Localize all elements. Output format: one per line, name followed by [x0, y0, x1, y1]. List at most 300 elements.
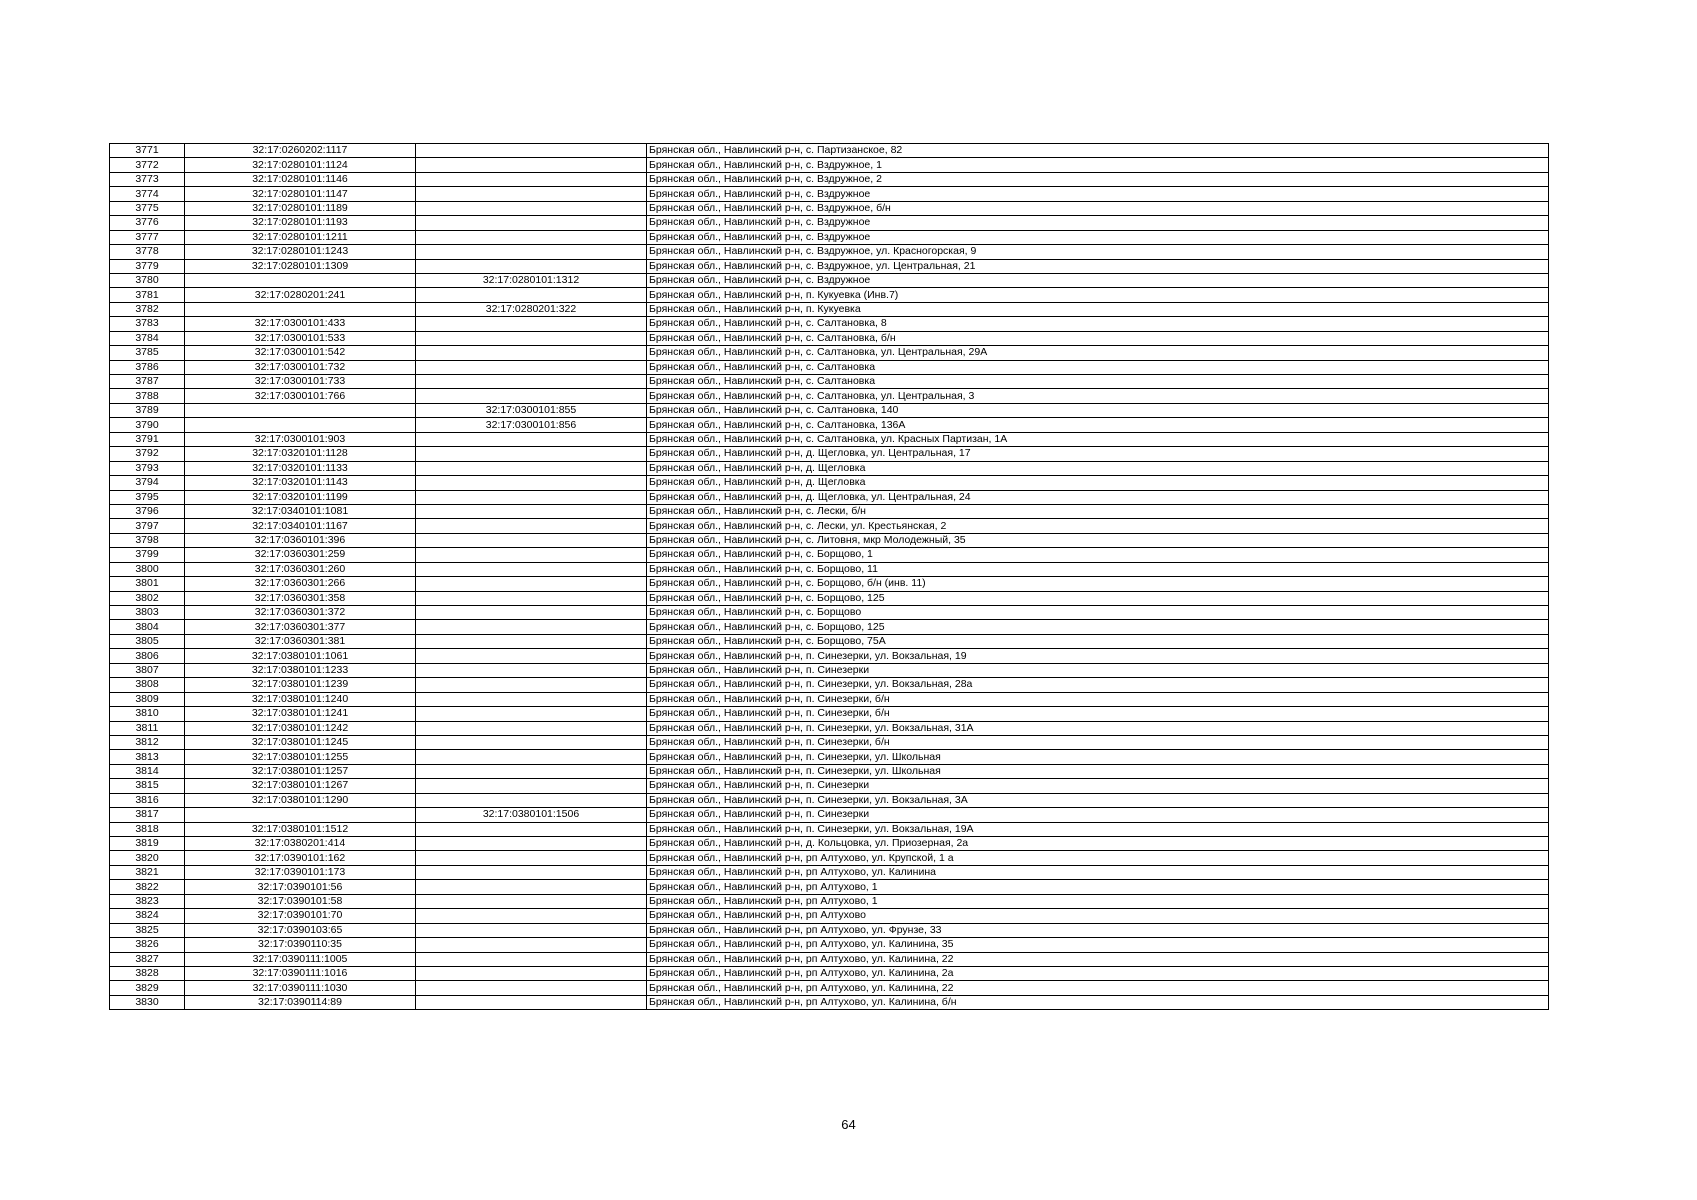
table-row — [110, 216, 1549, 230]
cadastral-number-cell: 32:17:0340101:1167 — [185, 519, 416, 533]
secondary-cadastral-number-cell — [416, 245, 647, 259]
table-row — [110, 432, 1549, 446]
secondary-cadastral-number-cell — [416, 837, 647, 851]
secondary-cadastral-number-cell — [416, 851, 647, 865]
page-number: 64 — [841, 1117, 856, 1132]
address-cell: Брянская обл., Навлинский р-н, д. Щегловка — [647, 476, 1549, 490]
row-number-cell: 3795 — [110, 490, 185, 504]
table-row — [110, 562, 1549, 576]
table-row — [110, 721, 1549, 735]
table-row — [110, 966, 1549, 980]
table-row — [110, 302, 1549, 316]
row-number-cell: 3809 — [110, 692, 185, 706]
address-cell: Брянская обл., Навлинский р-н, с. Борщово, 75А — [647, 634, 1549, 648]
table-row — [110, 447, 1549, 461]
secondary-cadastral-number-cell — [416, 375, 647, 389]
row-number-cell: 3776 — [110, 216, 185, 230]
address-cell: Брянская обл., Навлинский р-н, с. Вздружное, 1 — [647, 158, 1549, 172]
table-row — [110, 476, 1549, 490]
address-cell: Брянская обл., Навлинский р-н, п. Синезерки, ул. Школьная — [647, 750, 1549, 764]
table-row — [110, 533, 1549, 547]
table-row — [110, 707, 1549, 721]
row-number-cell: 3811 — [110, 721, 185, 735]
address-cell: Брянская обл., Навлинский р-н, п. Синезерки, б/н — [647, 735, 1549, 749]
cadastral-number-cell: 32:17:0380101:1240 — [185, 692, 416, 706]
row-number-cell: 3785 — [110, 346, 185, 360]
cadastral-number-cell: 32:17:0380101:1241 — [185, 707, 416, 721]
cadastral-number-cell: 32:17:0390103:65 — [185, 923, 416, 937]
secondary-cadastral-number-cell — [416, 490, 647, 504]
secondary-cadastral-number-cell — [416, 187, 647, 201]
address-cell: Брянская обл., Навлинский р-н, с. Салтановка — [647, 375, 1549, 389]
row-number-cell: 3823 — [110, 894, 185, 908]
row-number-cell: 3801 — [110, 577, 185, 591]
cadastral-number-cell: 32:17:0390101:173 — [185, 865, 416, 879]
table-row — [110, 808, 1549, 822]
row-number-cell: 3786 — [110, 360, 185, 374]
address-cell: Брянская обл., Навлинский р-н, с. Салтановка — [647, 360, 1549, 374]
table-row — [110, 591, 1549, 605]
secondary-cadastral-number-cell — [416, 981, 647, 995]
cadastral-number-cell: 32:17:0280101:1124 — [185, 158, 416, 172]
secondary-cadastral-number-cell — [416, 201, 647, 215]
secondary-cadastral-number-cell — [416, 923, 647, 937]
table-row — [110, 634, 1549, 648]
address-cell: Брянская обл., Навлинский р-н, д. Щегловка, ул. Центральная, 24 — [647, 490, 1549, 504]
cadastral-number-cell: 32:17:0340101:1081 — [185, 504, 416, 518]
table-row — [110, 375, 1549, 389]
cadastral-number-cell: 32:17:0360101:396 — [185, 533, 416, 547]
secondary-cadastral-number-cell — [416, 476, 647, 490]
address-cell: Брянская обл., Навлинский р-н, рп Алтухово, 1 — [647, 880, 1549, 894]
cadastral-number-cell: 32:17:0320101:1133 — [185, 461, 416, 475]
row-number-cell: 3802 — [110, 591, 185, 605]
row-number-cell: 3779 — [110, 259, 185, 273]
table-row — [110, 288, 1549, 302]
address-cell: Брянская обл., Навлинский р-н, п. Синезерки, ул. Вокзальная, 3А — [647, 793, 1549, 807]
secondary-cadastral-number-cell: 32:17:0280201:322 — [416, 302, 647, 316]
address-cell: Брянская обл., Навлинский р-н, д. Кольцовка, ул. Приозерная, 2а — [647, 837, 1549, 851]
secondary-cadastral-number-cell — [416, 360, 647, 374]
table-row — [110, 273, 1549, 287]
row-number-cell: 3790 — [110, 418, 185, 432]
table-row — [110, 201, 1549, 215]
cadastral-number-cell: 32:17:0320101:1199 — [185, 490, 416, 504]
address-cell: Брянская обл., Навлинский р-н, д. Щегловка — [647, 461, 1549, 475]
secondary-cadastral-number-cell — [416, 519, 647, 533]
cadastral-number-cell: 32:17:0360301:260 — [185, 562, 416, 576]
secondary-cadastral-number-cell — [416, 331, 647, 345]
row-number-cell: 3793 — [110, 461, 185, 475]
table-row — [110, 880, 1549, 894]
cadastral-number-cell: 32:17:0380201:414 — [185, 837, 416, 851]
table-row — [110, 909, 1549, 923]
secondary-cadastral-number-cell: 32:17:0300101:856 — [416, 418, 647, 432]
row-number-cell: 3822 — [110, 880, 185, 894]
cadastral-number-cell: 32:17:0390110:35 — [185, 938, 416, 952]
address-cell: Брянская обл., Навлинский р-н, рп Алтухово, ул. Калинина, 22 — [647, 981, 1549, 995]
table-row — [110, 764, 1549, 778]
cadastral-number-cell: 32:17:0320101:1128 — [185, 447, 416, 461]
row-number-cell: 3777 — [110, 230, 185, 244]
row-number-cell: 3814 — [110, 764, 185, 778]
row-number-cell: 3782 — [110, 302, 185, 316]
cadastral-number-cell: 32:17:0380101:1242 — [185, 721, 416, 735]
address-cell: Брянская обл., Навлинский р-н, с. Борщово, 11 — [647, 562, 1549, 576]
table-row — [110, 461, 1549, 475]
row-number-cell: 3775 — [110, 201, 185, 215]
table-row — [110, 360, 1549, 374]
cadastral-number-cell: 32:17:0300101:766 — [185, 389, 416, 403]
table-row — [110, 144, 1549, 158]
address-cell: Брянская обл., Навлинский р-н, рп Алтухово, 1 — [647, 894, 1549, 908]
row-number-cell: 3771 — [110, 144, 185, 158]
secondary-cadastral-number-cell — [416, 447, 647, 461]
row-number-cell: 3781 — [110, 288, 185, 302]
row-number-cell: 3780 — [110, 273, 185, 287]
row-number-cell: 3799 — [110, 548, 185, 562]
cadastral-number-cell: 32:17:0280101:1189 — [185, 201, 416, 215]
cadastral-number-cell — [185, 403, 416, 417]
table-row — [110, 981, 1549, 995]
row-number-cell: 3815 — [110, 779, 185, 793]
row-number-cell: 3830 — [110, 995, 185, 1009]
cadastral-number-cell: 32:17:0260202:1117 — [185, 144, 416, 158]
secondary-cadastral-number-cell — [416, 230, 647, 244]
table-row — [110, 245, 1549, 259]
table-row — [110, 894, 1549, 908]
address-cell: Брянская обл., Навлинский р-н, п. Синезерки, б/н — [647, 692, 1549, 706]
row-number-cell: 3772 — [110, 158, 185, 172]
address-cell: Брянская обл., Навлинский р-н, с. Борщово, 1 — [647, 548, 1549, 562]
row-number-cell: 3826 — [110, 938, 185, 952]
table-row — [110, 346, 1549, 360]
address-cell: Брянская обл., Навлинский р-н, п. Синезерки, ул. Вокзальная, 28а — [647, 678, 1549, 692]
row-number-cell: 3789 — [110, 403, 185, 417]
secondary-cadastral-number-cell — [416, 591, 647, 605]
row-number-cell: 3827 — [110, 952, 185, 966]
address-cell: Брянская обл., Навлинский р-н, с. Салтановка, ул. Красных Партизан, 1А — [647, 432, 1549, 446]
cadastral-number-cell — [185, 273, 416, 287]
address-cell: Брянская обл., Навлинский р-н, с. Литовня, мкр Молодежный, 35 — [647, 533, 1549, 547]
row-number-cell: 3807 — [110, 663, 185, 677]
cadastral-number-cell: 32:17:0280101:1211 — [185, 230, 416, 244]
table-row — [110, 403, 1549, 417]
secondary-cadastral-number-cell — [416, 779, 647, 793]
address-cell: Брянская обл., Навлинский р-н, с. Борщово — [647, 606, 1549, 620]
address-cell: Брянская обл., Навлинский р-н, с. Лески, ул. Крестьянская, 2 — [647, 519, 1549, 533]
row-number-cell: 3774 — [110, 187, 185, 201]
table-row — [110, 923, 1549, 937]
address-cell: Брянская обл., Навлинский р-н, рп Алтухово, ул. Калинина, 2а — [647, 966, 1549, 980]
cadastral-number-cell: 32:17:0300101:542 — [185, 346, 416, 360]
cadastral-number-cell: 32:17:0390101:58 — [185, 894, 416, 908]
secondary-cadastral-number-cell — [416, 909, 647, 923]
address-cell: Брянская обл., Навлинский р-н, с. Вздружное — [647, 216, 1549, 230]
cadastral-number-cell: 32:17:0280101:1146 — [185, 172, 416, 186]
row-number-cell: 3810 — [110, 707, 185, 721]
address-cell: Брянская обл., Навлинский р-н, п. Синезерки, ул. Школьная — [647, 764, 1549, 778]
secondary-cadastral-number-cell — [416, 144, 647, 158]
table-row — [110, 649, 1549, 663]
table-row — [110, 187, 1549, 201]
row-number-cell: 3792 — [110, 447, 185, 461]
table-row — [110, 418, 1549, 432]
cadastral-number-cell: 32:17:0390101:70 — [185, 909, 416, 923]
cadastral-number-cell: 32:17:0300101:433 — [185, 317, 416, 331]
cadastral-number-cell: 32:17:0380101:1290 — [185, 793, 416, 807]
cadastral-number-cell: 32:17:0300101:733 — [185, 375, 416, 389]
address-cell: Брянская обл., Навлинский р-н, с. Салтановка, 136А — [647, 418, 1549, 432]
secondary-cadastral-number-cell — [416, 663, 647, 677]
table-row — [110, 259, 1549, 273]
secondary-cadastral-number-cell — [416, 707, 647, 721]
row-number-cell: 3817 — [110, 808, 185, 822]
secondary-cadastral-number-cell — [416, 259, 647, 273]
address-cell: Брянская обл., Навлинский р-н, п. Синезерки — [647, 808, 1549, 822]
address-cell: Брянская обл., Навлинский р-н, п. Синезерки — [647, 663, 1549, 677]
secondary-cadastral-number-cell — [416, 692, 647, 706]
row-number-cell: 3798 — [110, 533, 185, 547]
cadastral-number-cell: 32:17:0390101:56 — [185, 880, 416, 894]
row-number-cell: 3824 — [110, 909, 185, 923]
secondary-cadastral-number-cell — [416, 389, 647, 403]
cadastral-number-cell: 32:17:0380101:1245 — [185, 735, 416, 749]
row-number-cell: 3794 — [110, 476, 185, 490]
table-row — [110, 317, 1549, 331]
secondary-cadastral-number-cell: 32:17:0280101:1312 — [416, 273, 647, 287]
row-number-cell: 3813 — [110, 750, 185, 764]
row-number-cell: 3818 — [110, 822, 185, 836]
row-number-cell: 3803 — [110, 606, 185, 620]
address-cell: Брянская обл., Навлинский р-н, с. Лески, б/н — [647, 504, 1549, 518]
cadastral-number-cell — [185, 418, 416, 432]
secondary-cadastral-number-cell — [416, 634, 647, 648]
cadastral-number-cell: 32:17:0360301:266 — [185, 577, 416, 591]
secondary-cadastral-number-cell — [416, 432, 647, 446]
cadastral-number-cell: 32:17:0320101:1143 — [185, 476, 416, 490]
address-cell: Брянская обл., Навлинский р-н, с. Салтановка, ул. Центральная, 29А — [647, 346, 1549, 360]
address-cell: Брянская обл., Навлинский р-н, п. Синезерки — [647, 779, 1549, 793]
secondary-cadastral-number-cell — [416, 938, 647, 952]
row-number-cell: 3820 — [110, 851, 185, 865]
table-row — [110, 504, 1549, 518]
row-number-cell: 3800 — [110, 562, 185, 576]
secondary-cadastral-number-cell — [416, 172, 647, 186]
secondary-cadastral-number-cell — [416, 346, 647, 360]
cadastral-number-cell — [185, 302, 416, 316]
row-number-cell: 3828 — [110, 966, 185, 980]
secondary-cadastral-number-cell — [416, 577, 647, 591]
row-number-cell: 3829 — [110, 981, 185, 995]
cadastral-number-cell: 32:17:0380101:1239 — [185, 678, 416, 692]
secondary-cadastral-number-cell — [416, 793, 647, 807]
address-cell: Брянская обл., Навлинский р-н, д. Щегловка, ул. Центральная, 17 — [647, 447, 1549, 461]
row-number-cell: 3804 — [110, 620, 185, 634]
secondary-cadastral-number-cell — [416, 735, 647, 749]
cadastral-number-cell: 32:17:0360301:372 — [185, 606, 416, 620]
cadastral-number-cell: 32:17:0280101:1309 — [185, 259, 416, 273]
secondary-cadastral-number-cell — [416, 822, 647, 836]
cadastral-number-cell: 32:17:0360301:377 — [185, 620, 416, 634]
row-number-cell: 3812 — [110, 735, 185, 749]
cadastral-number-cell: 32:17:0300101:732 — [185, 360, 416, 374]
cadastral-number-cell: 32:17:0390101:162 — [185, 851, 416, 865]
table-row — [110, 822, 1549, 836]
row-number-cell: 3783 — [110, 317, 185, 331]
cadastral-number-cell: 32:17:0360301:259 — [185, 548, 416, 562]
address-cell: Брянская обл., Навлинский р-н, с. Борщово, б/н (инв. 11) — [647, 577, 1549, 591]
table-row — [110, 577, 1549, 591]
secondary-cadastral-number-cell — [416, 952, 647, 966]
row-number-cell: 3819 — [110, 837, 185, 851]
table-row — [110, 938, 1549, 952]
address-cell: Брянская обл., Навлинский р-н, рп Алтухово, ул. Калинина, б/н — [647, 995, 1549, 1009]
secondary-cadastral-number-cell — [416, 995, 647, 1009]
secondary-cadastral-number-cell — [416, 288, 647, 302]
table-row — [110, 389, 1549, 403]
table-row — [110, 865, 1549, 879]
cadastral-number-cell: 32:17:0280101:1243 — [185, 245, 416, 259]
address-cell: Брянская обл., Навлинский р-н, с. Партизанское, 82 — [647, 144, 1549, 158]
address-cell: Брянская обл., Навлинский р-н, с. Вздружное, б/н — [647, 201, 1549, 215]
table-row — [110, 793, 1549, 807]
address-cell: Брянская обл., Навлинский р-н, с. Борщово, 125 — [647, 620, 1549, 634]
row-number-cell: 3796 — [110, 504, 185, 518]
cadastral-number-cell: 32:17:0380101:1257 — [185, 764, 416, 778]
address-cell: Брянская обл., Навлинский р-н, п. Кукуевка (Инв.7) — [647, 288, 1549, 302]
secondary-cadastral-number-cell — [416, 461, 647, 475]
table-row — [110, 172, 1549, 186]
row-number-cell: 3805 — [110, 634, 185, 648]
row-number-cell: 3797 — [110, 519, 185, 533]
table-row — [110, 750, 1549, 764]
cadastral-number-cell: 32:17:0380101:1255 — [185, 750, 416, 764]
secondary-cadastral-number-cell — [416, 894, 647, 908]
address-cell: Брянская обл., Навлинский р-н, рп Алтухово, ул. Калинина — [647, 865, 1549, 879]
cadastral-number-cell: 32:17:0300101:903 — [185, 432, 416, 446]
table-row — [110, 995, 1549, 1009]
cadastral-number-cell: 32:17:0380101:1267 — [185, 779, 416, 793]
secondary-cadastral-number-cell — [416, 620, 647, 634]
cadastral-number-cell: 32:17:0380101:1233 — [185, 663, 416, 677]
table-row — [110, 678, 1549, 692]
secondary-cadastral-number-cell — [416, 880, 647, 894]
secondary-cadastral-number-cell — [416, 504, 647, 518]
table-row — [110, 620, 1549, 634]
secondary-cadastral-number-cell — [416, 649, 647, 663]
table-row — [110, 158, 1549, 172]
address-cell: Брянская обл., Навлинский р-н, рп Алтухово, ул. Калинина, 35 — [647, 938, 1549, 952]
table-row — [110, 735, 1549, 749]
secondary-cadastral-number-cell — [416, 764, 647, 778]
address-cell: Брянская обл., Навлинский р-н, п. Синезерки, ул. Вокзальная, 19 — [647, 649, 1549, 663]
secondary-cadastral-number-cell — [416, 606, 647, 620]
address-cell: Брянская обл., Навлинский р-н, п. Кукуевка — [647, 302, 1549, 316]
address-cell: Брянская обл., Навлинский р-н, с. Вздружное — [647, 187, 1549, 201]
secondary-cadastral-number-cell — [416, 750, 647, 764]
row-number-cell: 3773 — [110, 172, 185, 186]
address-cell: Брянская обл., Навлинский р-н, п. Синезерки, б/н — [647, 707, 1549, 721]
secondary-cadastral-number-cell — [416, 533, 647, 547]
table-row — [110, 692, 1549, 706]
secondary-cadastral-number-cell — [416, 317, 647, 331]
table-row — [110, 606, 1549, 620]
row-number-cell: 3821 — [110, 865, 185, 879]
table-row — [110, 851, 1549, 865]
address-cell: Брянская обл., Навлинский р-н, с. Вздружное, 2 — [647, 172, 1549, 186]
address-cell: Брянская обл., Навлинский р-н, рп Алтухово — [647, 909, 1549, 923]
address-cell: Брянская обл., Навлинский р-н, п. Синезерки, ул. Вокзальная, 31А — [647, 721, 1549, 735]
cadastral-number-cell — [185, 808, 416, 822]
address-cell: Брянская обл., Навлинский р-н, с. Салтановка, 8 — [647, 317, 1549, 331]
address-cell: Брянская обл., Навлинский р-н, с. Салтановка, 140 — [647, 403, 1549, 417]
cadastral-number-cell: 32:17:0280201:241 — [185, 288, 416, 302]
address-cell: Брянская обл., Навлинский р-н, с. Вздружное — [647, 230, 1549, 244]
secondary-cadastral-number-cell — [416, 158, 647, 172]
address-cell: Брянская обл., Навлинский р-н, с. Вздружное, ул. Центральная, 21 — [647, 259, 1549, 273]
table-row — [110, 519, 1549, 533]
row-number-cell: 3778 — [110, 245, 185, 259]
row-number-cell: 3806 — [110, 649, 185, 663]
row-number-cell: 3816 — [110, 793, 185, 807]
secondary-cadastral-number-cell — [416, 966, 647, 980]
cadastral-number-cell: 32:17:0380101:1061 — [185, 649, 416, 663]
address-cell: Брянская обл., Навлинский р-н, рп Алтухово, ул. Калинина, 22 — [647, 952, 1549, 966]
secondary-cadastral-number-cell — [416, 548, 647, 562]
row-number-cell: 3825 — [110, 923, 185, 937]
secondary-cadastral-number-cell — [416, 721, 647, 735]
cadastral-number-cell: 32:17:0390111:1005 — [185, 952, 416, 966]
secondary-cadastral-number-cell — [416, 216, 647, 230]
table-row — [110, 837, 1549, 851]
row-number-cell: 3784 — [110, 331, 185, 345]
table-row — [110, 490, 1549, 504]
cadastral-number-cell: 32:17:0380101:1512 — [185, 822, 416, 836]
secondary-cadastral-number-cell — [416, 562, 647, 576]
table-row — [110, 779, 1549, 793]
table-row — [110, 663, 1549, 677]
address-cell: Брянская обл., Навлинский р-н, с. Вздружное, ул. Красногорская, 9 — [647, 245, 1549, 259]
table-row — [110, 952, 1549, 966]
cadastral-number-cell: 32:17:0280101:1147 — [185, 187, 416, 201]
address-cell: Брянская обл., Навлинский р-н, с. Салтановка, б/н — [647, 331, 1549, 345]
address-cell: Брянская обл., Навлинский р-н, п. Синезерки, ул. Вокзальная, 19А — [647, 822, 1549, 836]
cadastral-number-cell: 32:17:0390114:89 — [185, 995, 416, 1009]
property-table-body — [110, 144, 1549, 1010]
secondary-cadastral-number-cell — [416, 678, 647, 692]
cadastral-number-cell: 32:17:0390111:1016 — [185, 966, 416, 980]
address-cell: Брянская обл., Навлинский р-н, рп Алтухово, ул. Фрунзе, 33 — [647, 923, 1549, 937]
property-table — [109, 143, 1549, 1010]
secondary-cadastral-number-cell — [416, 865, 647, 879]
table-row — [110, 331, 1549, 345]
address-cell: Брянская обл., Навлинский р-н, с. Вздружное — [647, 273, 1549, 287]
cadastral-number-cell: 32:17:0280101:1193 — [185, 216, 416, 230]
cadastral-number-cell: 32:17:0360301:358 — [185, 591, 416, 605]
row-number-cell: 3787 — [110, 375, 185, 389]
secondary-cadastral-number-cell: 32:17:0300101:855 — [416, 403, 647, 417]
secondary-cadastral-number-cell: 32:17:0380101:1506 — [416, 808, 647, 822]
address-cell: Брянская обл., Навлинский р-н, с. Салтановка, ул. Центральная, 3 — [647, 389, 1549, 403]
address-cell: Брянская обл., Навлинский р-н, рп Алтухово, ул. Крупской, 1 а — [647, 851, 1549, 865]
cadastral-number-cell: 32:17:0390111:1030 — [185, 981, 416, 995]
address-cell: Брянская обл., Навлинский р-н, с. Борщово, 125 — [647, 591, 1549, 605]
table-row — [110, 548, 1549, 562]
row-number-cell: 3808 — [110, 678, 185, 692]
table-row — [110, 230, 1549, 244]
cadastral-number-cell: 32:17:0300101:533 — [185, 331, 416, 345]
